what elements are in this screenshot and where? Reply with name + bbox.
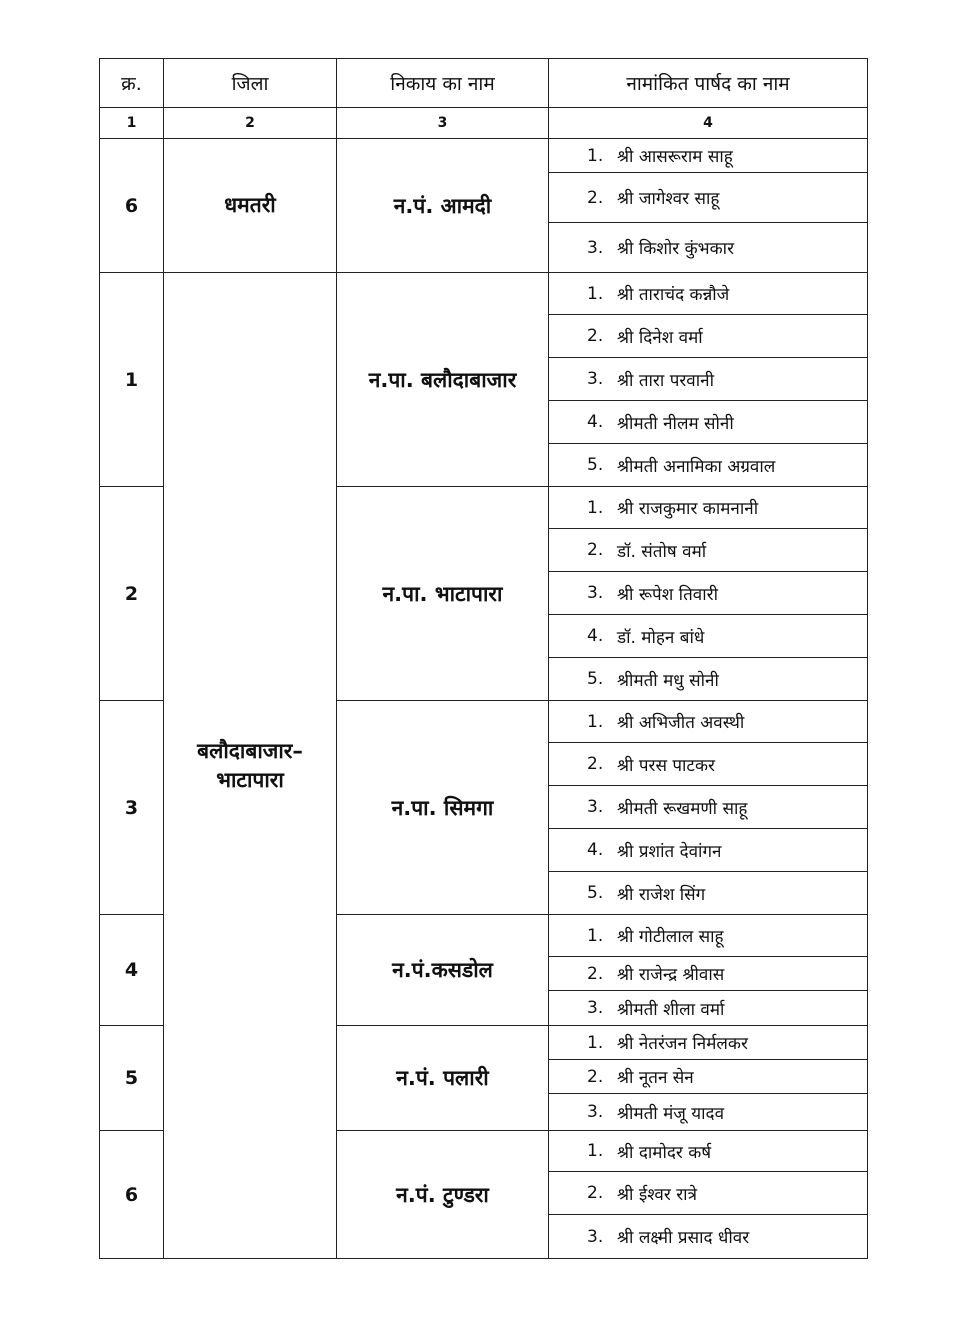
councillor-entry [549, 572, 867, 615]
entry-number: 3. [587, 583, 604, 603]
body-name: न.पा. सिमगा [337, 701, 549, 915]
councillor-entry [549, 1094, 867, 1130]
district-name: बलौदाबाजार–भाटापारा [164, 273, 337, 1259]
body-name: न.पा. भाटापारा [337, 487, 549, 701]
councillor-name: श्री जागेश्वर साहू [617, 189, 720, 209]
entry-number: 1. [587, 283, 604, 304]
councillor-entry [549, 1215, 867, 1258]
councillor-name: श्री रूपेश तिवारी [617, 584, 718, 605]
serial-number: 6 [100, 1131, 164, 1259]
body-name: न.पं. आमदी [337, 139, 549, 273]
body-name: न.पा. बलौदाबाजार [337, 273, 549, 487]
councillor-list [549, 139, 868, 273]
column-number: 2 [164, 108, 337, 139]
table-row [100, 139, 868, 273]
entry-number: 2. [587, 963, 604, 984]
councillor-name: श्री नूतन सेन [617, 1068, 694, 1088]
entry-number: 1. [587, 925, 604, 946]
councillor-entry [549, 529, 867, 572]
councillor-name: श्री गोटीलाल साहू [617, 927, 724, 947]
councillor-entry [549, 1172, 867, 1215]
entry-number: 3. [587, 369, 604, 389]
councillor-entry [549, 139, 867, 173]
district-name: धमतरी [164, 139, 337, 273]
serial-number: 1 [100, 273, 164, 487]
councillor-name: श्री अभिजीत अवस्थी [617, 713, 745, 733]
entry-number: 4. [587, 412, 604, 432]
entry-number: 2. [587, 540, 604, 560]
councillor-list [549, 273, 868, 487]
councillor-entry [549, 173, 867, 223]
header-body-name: निकाय का नाम [337, 59, 549, 108]
entry-number: 2. [587, 1183, 604, 1203]
entry-number: 1. [587, 1141, 604, 1161]
councillor-name: श्री ताराचंद कन्नौजे [617, 285, 730, 305]
councillor-list [549, 1131, 868, 1259]
councillor-entry [549, 957, 867, 991]
body-name: न.पं.कसडोल [337, 915, 549, 1026]
councillor-list [549, 1026, 868, 1131]
councillor-entry [549, 487, 867, 529]
serial-number: 5 [100, 1026, 164, 1131]
entry-number: 1. [587, 145, 604, 166]
entry-number: 1. [587, 1032, 604, 1053]
councillor-entry [549, 786, 867, 829]
table-body [100, 139, 868, 1259]
entry-number: 3. [587, 998, 604, 1018]
councillor-entry [549, 1131, 867, 1172]
entry-number: 3. [587, 797, 604, 817]
header-district: जिला [164, 59, 337, 108]
entry-number: 2. [587, 754, 604, 774]
entry-number: 2. [587, 326, 604, 346]
councillor-list [549, 701, 868, 915]
councillor-name: श्रीमती अनामिका अग्रवाल [617, 456, 776, 477]
councillor-entry [549, 444, 867, 486]
entry-number: 5. [587, 669, 604, 689]
column-number-row [100, 108, 868, 139]
serial-number: 2 [100, 487, 164, 701]
councillor-name: डॉ. मोहन बांधे [617, 627, 705, 648]
councillor-name: श्री लक्ष्मी प्रसाद धीवर [617, 1228, 750, 1248]
councillor-name: श्री ईश्वर रात्रे [617, 1184, 697, 1205]
nominated-councillors-table [99, 58, 868, 1259]
councillor-entry [549, 991, 867, 1025]
column-number: 1 [100, 108, 164, 139]
entry-number: 5. [587, 455, 604, 475]
header-row [100, 59, 868, 108]
councillor-name: श्रीमती नीलम सोनी [617, 413, 734, 434]
councillor-entry [549, 915, 867, 957]
councillor-entry [549, 872, 867, 914]
column-number: 4 [549, 108, 868, 139]
serial-number: 3 [100, 701, 164, 915]
councillor-entry [549, 615, 867, 658]
councillor-name: श्री दिनेश वर्मा [617, 327, 703, 348]
serial-number: 6 [100, 139, 164, 273]
councillor-entry [549, 829, 867, 872]
entry-number: 3. [587, 1226, 604, 1247]
body-name: न.पं. पलारी [337, 1026, 549, 1131]
entry-number: 4. [587, 840, 604, 860]
councillor-entry [549, 223, 867, 272]
header-serial: क्र. [100, 59, 164, 108]
councillor-name: डॉ. संतोष वर्मा [617, 541, 707, 562]
councillor-name: श्री राजेश सिंग [617, 884, 706, 905]
councillor-name: श्रीमती शीला वर्मा [617, 999, 725, 1020]
entry-number: 2. [587, 1066, 604, 1087]
councillor-name: श्री परस पाटकर [617, 755, 715, 776]
councillor-entry [549, 743, 867, 786]
entry-number: 1. [587, 497, 604, 518]
councillor-name: श्रीमती मंजू यादव [617, 1103, 725, 1124]
councillor-list [549, 487, 868, 701]
councillor-entry [549, 701, 867, 743]
councillor-name: श्री तारा परवानी [617, 370, 714, 391]
councillor-name: श्रीमती मधु सोनी [617, 670, 719, 691]
councillor-name: श्री आसरूराम साहू [617, 147, 733, 167]
councillor-entry [549, 315, 867, 358]
councillor-name: श्री नेतरंजन निर्मलकर [617, 1034, 748, 1054]
entry-number: 1. [587, 711, 604, 732]
councillor-entry [549, 273, 867, 315]
councillor-entry [549, 358, 867, 401]
councillor-list [549, 915, 868, 1026]
councillor-entry [549, 658, 867, 700]
councillor-entry [549, 1026, 867, 1060]
entry-number: 2. [587, 187, 604, 208]
councillor-name: श्री दामोदर कर्ष [617, 1142, 712, 1163]
councillor-name: श्री राजेन्द्र श्रीवास [617, 965, 725, 985]
entry-number: 5. [587, 883, 604, 903]
councillor-name: श्री प्रशांत देवांगन [617, 841, 722, 862]
councillor-entry [549, 401, 867, 444]
councillor-name: श्री राजकुमार कामनानी [617, 499, 759, 519]
header-councillor-name: नामांकित पार्षद का नाम [549, 59, 868, 108]
table-row [100, 273, 868, 487]
column-number: 3 [337, 108, 549, 139]
councillor-name: श्रीमती रूखमणी साहू [617, 798, 748, 819]
councillor-name: श्री किशोर कुंभकार [617, 239, 735, 259]
entry-number: 3. [587, 237, 604, 258]
councillor-entry [549, 1060, 867, 1094]
entry-number: 3. [587, 1102, 604, 1122]
entry-number: 4. [587, 626, 604, 646]
body-name: न.पं. टुण्डरा [337, 1131, 549, 1259]
serial-number: 4 [100, 915, 164, 1026]
